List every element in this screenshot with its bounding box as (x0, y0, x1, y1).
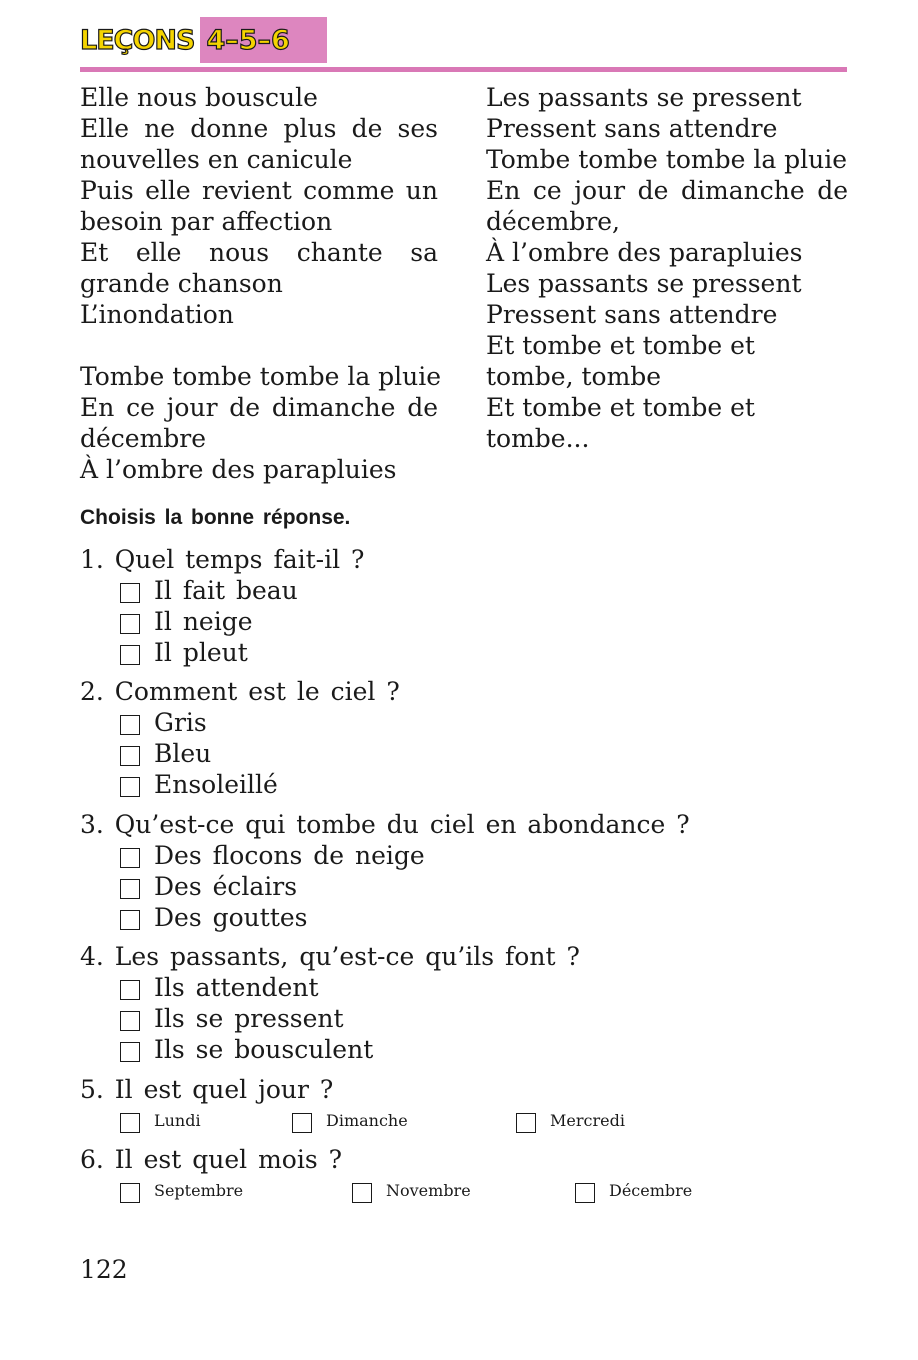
poem-line: décembre (80, 424, 207, 453)
option-label: Ils attendent (154, 973, 319, 1002)
poem-line: Tombe tombe tombe la pluie (486, 145, 848, 174)
option-label: Mercredi (550, 1111, 625, 1130)
question-text: 3. Qu’est-ce qui tombe du ciel en abondance ? (80, 810, 690, 839)
checkbox[interactable] (120, 746, 140, 766)
answer-option[interactable] (120, 606, 364, 637)
page-number: 122 (80, 1255, 128, 1284)
question-6 (80, 1144, 342, 1175)
option-label: Lundi (154, 1111, 201, 1130)
poem-line: À l’ombre des parapluies (486, 238, 803, 267)
lesson-header (80, 17, 327, 63)
question-text: 6. Il est quel mois ? (80, 1145, 343, 1174)
option-label: Gris (154, 708, 207, 737)
checkbox[interactable] (120, 777, 140, 797)
question-4 (80, 941, 580, 1065)
checkbox[interactable] (120, 1113, 140, 1133)
checkbox[interactable] (575, 1183, 595, 1203)
poem-line: Les passants se pressent (486, 83, 802, 112)
option-label: Ils se bousculent (154, 1035, 374, 1064)
header-divider (80, 67, 847, 72)
poem-left-column (80, 82, 442, 485)
poem-line: grande chanson (80, 269, 283, 298)
answer-option[interactable] (120, 840, 690, 871)
poem-line: Tombe tombe tombe la pluie (80, 362, 442, 391)
answer-option[interactable] (120, 902, 690, 933)
answer-option[interactable] (120, 871, 690, 902)
answer-option[interactable] (120, 575, 364, 606)
option-label: Ensoleillé (154, 770, 278, 799)
checkbox[interactable] (120, 1042, 140, 1062)
question-text: 2. Comment est le ciel ? (80, 677, 400, 706)
poem-line: Les passants se pressent (486, 269, 802, 298)
question-5 (80, 1074, 333, 1105)
answer-option[interactable] (120, 1175, 243, 1206)
question-text: 5. Il est quel jour ? (80, 1075, 334, 1104)
poem-line: Et tombe et tombe et (486, 331, 755, 360)
checkbox[interactable] (120, 879, 140, 899)
option-label: Il neige (154, 607, 253, 636)
option-label: Des gouttes (154, 903, 308, 932)
poem-line: Et tombe et tombe et (486, 393, 755, 422)
question-2 (80, 676, 400, 800)
answer-option[interactable] (120, 769, 400, 800)
checkbox[interactable] (120, 1183, 140, 1203)
poem-line: besoin par affection (80, 207, 333, 236)
question-text: 1. Quel temps fait-il ? (80, 545, 365, 574)
checkbox[interactable] (120, 645, 140, 665)
answer-option[interactable] (120, 1003, 580, 1034)
poem-line: En ce jour de dimanche de (80, 393, 438, 422)
answer-option[interactable] (120, 738, 400, 769)
option-label: Décembre (609, 1181, 693, 1200)
question-1 (80, 544, 364, 668)
answer-option[interactable] (120, 1034, 580, 1065)
option-label: Des flocons de neige (154, 841, 425, 870)
answer-option[interactable] (352, 1175, 471, 1206)
option-label: Des éclairs (154, 872, 298, 901)
checkbox[interactable] (120, 910, 140, 930)
checkbox[interactable] (120, 1011, 140, 1031)
checkbox[interactable] (120, 614, 140, 634)
exercise-instruction: Choisis la bonne réponse. (80, 506, 351, 529)
option-label: Ils se pressent (154, 1004, 344, 1033)
poem-line: En ce jour de dimanche de (486, 176, 848, 205)
poem-line: Elle ne donne plus de ses (80, 114, 438, 143)
checkbox[interactable] (120, 848, 140, 868)
option-label: Septembre (154, 1181, 244, 1200)
option-label: Dimanche (326, 1111, 408, 1130)
answer-option[interactable] (120, 637, 364, 668)
question-3 (80, 809, 690, 933)
poem-line: Pressent sans attendre (486, 300, 778, 329)
answer-option[interactable] (292, 1105, 408, 1136)
checkbox[interactable] (120, 715, 140, 735)
poem-line: Pressent sans attendre (486, 114, 778, 143)
answer-option[interactable] (120, 707, 400, 738)
option-label: Bleu (154, 739, 212, 768)
answer-option[interactable] (120, 1105, 201, 1136)
poem-line: nouvelles en canicule (80, 145, 353, 174)
option-label: Novembre (386, 1181, 471, 1200)
checkbox[interactable] (352, 1183, 372, 1203)
lesson-header-numbers: 4–5–6 (200, 17, 327, 63)
poem-right-column (486, 82, 848, 454)
poem-stanza-break (80, 330, 438, 361)
answer-option[interactable] (120, 972, 580, 1003)
poem-line: tombe... (486, 424, 590, 453)
answer-option[interactable] (575, 1175, 692, 1206)
option-label: Il pleut (154, 638, 248, 667)
checkbox[interactable] (516, 1113, 536, 1133)
option-label: Il fait beau (154, 576, 298, 605)
poem-line: décembre, (486, 207, 620, 236)
checkbox[interactable] (292, 1113, 312, 1133)
poem-line: Puis elle revient comme un (80, 176, 438, 205)
checkbox[interactable] (120, 980, 140, 1000)
poem-line: L’inondation (80, 300, 234, 329)
poem-line: tombe, tombe (486, 362, 662, 391)
poem-line: Et elle nous chante sa (80, 238, 438, 267)
lesson-header-word: LEÇONS (80, 24, 195, 56)
answer-option[interactable] (516, 1105, 625, 1136)
checkbox[interactable] (120, 583, 140, 603)
poem-line: Elle nous bouscule (80, 83, 318, 112)
question-text: 4. Les passants, qu’est-ce qu’ils font ? (80, 942, 580, 971)
poem-line: À l’ombre des parapluies (80, 455, 397, 484)
